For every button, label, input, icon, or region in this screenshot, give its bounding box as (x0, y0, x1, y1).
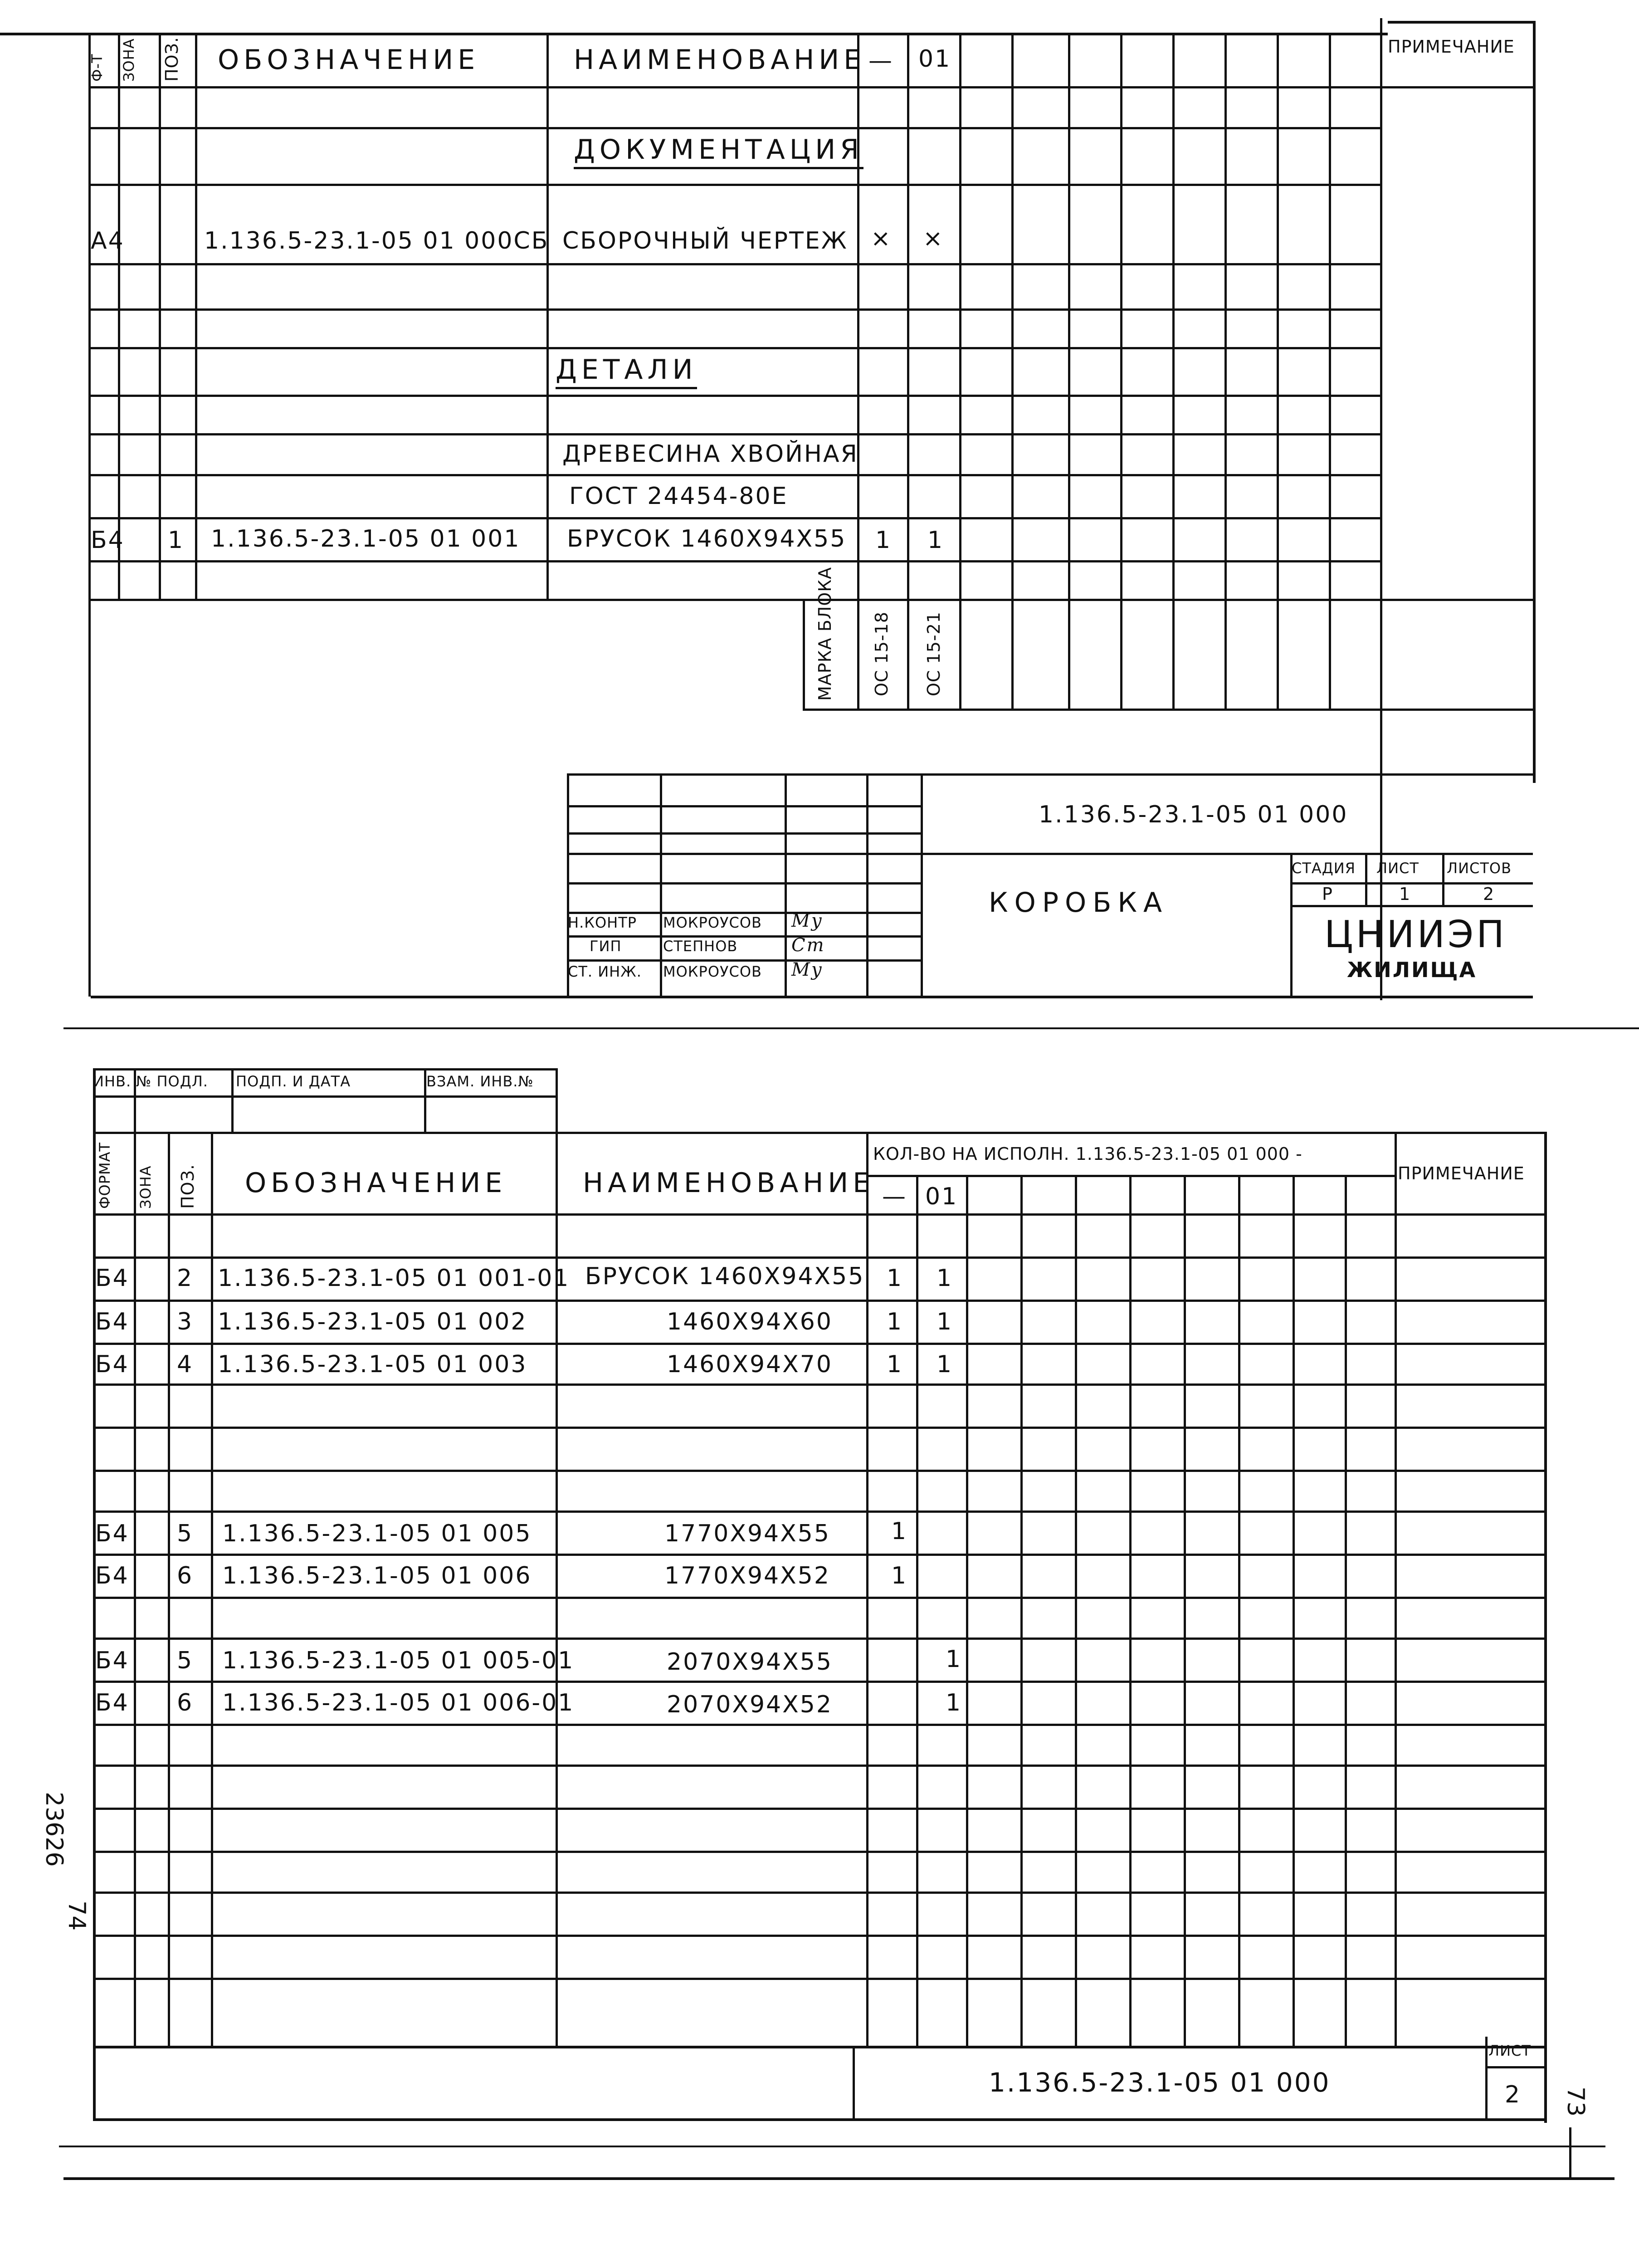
row-qty-01: 1 (937, 1351, 953, 1378)
row-format: Б4 (95, 1647, 129, 1674)
row-qty-01: 1 (946, 1689, 962, 1716)
row-pos: 1 (168, 527, 185, 554)
row-designation: 1.136.5-23.1-05 01 001 (211, 525, 521, 552)
row-qty-base: 1 (891, 1562, 908, 1589)
row-qty-01: × (923, 225, 944, 252)
footer-doc-number: 1.136.5-23.1-05 01 000 (989, 2067, 1331, 2098)
header-name: НАИМЕНОВАНИЕ (583, 1167, 875, 1199)
row-name: 2070Х94Х52 (667, 1691, 833, 1718)
signature-1: Му (791, 910, 824, 931)
doc-number: 1.136.5-23.1-05 01 000 (1039, 801, 1348, 828)
stage-value: Р (1322, 884, 1333, 904)
row-qty-base: 1 (875, 527, 892, 554)
header-note: ПРИМЕЧАНИЕ (1388, 37, 1515, 57)
row-qty-base: × (871, 225, 892, 252)
header-format: ФОРМАТ (96, 1142, 113, 1209)
row-name: ДРЕВЕСИНА ХВОЙНАЯ (562, 440, 859, 468)
row-format: Б4 (95, 1265, 129, 1292)
row-qty-base: 1 (887, 1351, 903, 1378)
header-exec-dash: — (868, 47, 893, 74)
row-name: ГОСТ 24454-80Е (569, 483, 788, 510)
brand-value-1: ОС 15-18 (872, 611, 892, 696)
row-name: 1770Х94Х52 (664, 1562, 830, 1589)
header-pos: ПОЗ. (178, 1164, 198, 1209)
row-designation: 1.136.5-23.1-05 01 005 (222, 1520, 532, 1547)
brand-label: МАРКА БЛОКА (815, 567, 835, 701)
org-name: ЦНИИЭП (1324, 913, 1507, 956)
sheet-label: ЛИСТ (1376, 860, 1419, 877)
page-number: 73 (1562, 2087, 1589, 2117)
field-orig: № ПОДЛ. (136, 1073, 208, 1090)
section-documentation: ДОКУМЕНТАЦИЯ (574, 136, 863, 169)
header-zone: ЗОНА (137, 1165, 154, 1209)
row-pos: 2 (177, 1265, 194, 1292)
row-format: Б4 (95, 1308, 129, 1335)
role-1: Н.КОНТР (568, 914, 637, 931)
row-pos: 5 (177, 1647, 194, 1674)
header-qty-title: КОЛ-ВО НА ИСПОЛН. 1.136.5-23.1-05 01 000 - (873, 1144, 1302, 1164)
header-designation: ОБОЗНАЧЕНИЕ (245, 1167, 507, 1199)
row-name: БРУСОК 1460Х94Х55 (585, 1263, 865, 1290)
row-name: 1460Х94Х70 (667, 1351, 833, 1378)
signature-3: Му (791, 959, 824, 980)
field-inv: ИНВ. (93, 1073, 132, 1090)
row-name: 1460Х94Х60 (667, 1308, 833, 1335)
field-sign-date: ПОДП. И ДАТА (236, 1073, 351, 1090)
footer-sheet-number: 2 (1505, 2081, 1522, 2108)
row-format: Б4 (95, 1562, 129, 1589)
row-name: 2070Х94Х55 (667, 1648, 833, 1676)
field-replace: ВЗАМ. ИНВ.№ (426, 1073, 534, 1090)
row-designation: 1.136.5-23.1-05 01 005-01 (222, 1647, 575, 1674)
row-format: Б4 (95, 1520, 129, 1547)
row-designation: 1.136.5-23.1-05 01 001-01 (218, 1265, 570, 1292)
margin-page-mark: 74 (63, 1901, 90, 1931)
row-qty-base: 1 (891, 1518, 908, 1545)
row-format: А4 (91, 227, 125, 254)
sheets-label: ЛИСТОВ (1447, 860, 1512, 877)
signature-2: Ст (791, 935, 825, 956)
row-qty-01: 1 (946, 1646, 962, 1673)
role-2: ГИП (590, 938, 622, 955)
row-qty-base: 1 (887, 1308, 903, 1335)
row-designation: 1.136.5-23.1-05 01 002 (218, 1308, 527, 1335)
row-qty-01: 1 (937, 1265, 953, 1292)
name-1: МОКРОУСОВ (663, 914, 762, 931)
row-designation: 1.136.5-23.1-05 01 006-01 (222, 1689, 575, 1716)
header-format: Ф-Т (88, 54, 106, 82)
row-pos: 6 (177, 1689, 194, 1716)
header-exec-dash: — (882, 1183, 907, 1210)
row-name: СБОРОЧНЫЙ ЧЕРТЕЖ (562, 227, 848, 254)
header-exec-01: 01 (925, 1183, 958, 1210)
row-pos: 4 (177, 1351, 194, 1378)
brand-value-2: ОС 15-21 (924, 611, 944, 696)
margin-code: 23626 (40, 1792, 68, 1867)
footer-sheet-label: ЛИСТ (1488, 2042, 1531, 2059)
header-pos: ПОЗ. (162, 37, 182, 82)
row-designation: 1.136.5-23.1-05 01 006 (222, 1562, 532, 1589)
org-subtitle: ЖИЛИЩА (1347, 958, 1477, 982)
header-note: ПРИМЕЧАНИЕ (1398, 1163, 1525, 1183)
section-details: ДЕТАЛИ (556, 356, 697, 389)
header-designation: ОБОЗНАЧЕНИЕ (218, 44, 480, 76)
row-pos: 5 (177, 1520, 194, 1547)
row-name: БРУСОК 1460Х94Х55 (567, 525, 847, 552)
header-exec-01: 01 (918, 45, 951, 73)
row-qty-01: 1 (937, 1308, 953, 1335)
sheet-value: 1 (1399, 884, 1411, 904)
stage-label: СТАДИЯ (1292, 860, 1356, 877)
row-designation: 1.136.5-23.1-05 01 000СБ (204, 227, 549, 254)
role-3: СТ. ИНЖ. (568, 963, 642, 980)
row-qty-01: 1 (927, 527, 944, 554)
doc-title: КОРОБКА (989, 887, 1169, 919)
sheets-value: 2 (1483, 884, 1495, 904)
row-qty-base: 1 (887, 1265, 903, 1292)
row-pos: 3 (177, 1308, 194, 1335)
row-pos: 6 (177, 1562, 194, 1589)
row-name: 1770Х94Х55 (664, 1520, 830, 1547)
name-3: МОКРОУСОВ (663, 963, 762, 980)
header-name: НАИМЕНОВАНИЕ (574, 44, 866, 76)
name-2: СТЕПНОВ (663, 938, 738, 955)
row-designation: 1.136.5-23.1-05 01 003 (218, 1351, 527, 1378)
row-format: Б4 (95, 1689, 129, 1716)
row-format: Б4 (91, 527, 125, 554)
row-format: Б4 (95, 1351, 129, 1378)
header-zone: ЗОНА (120, 38, 137, 82)
